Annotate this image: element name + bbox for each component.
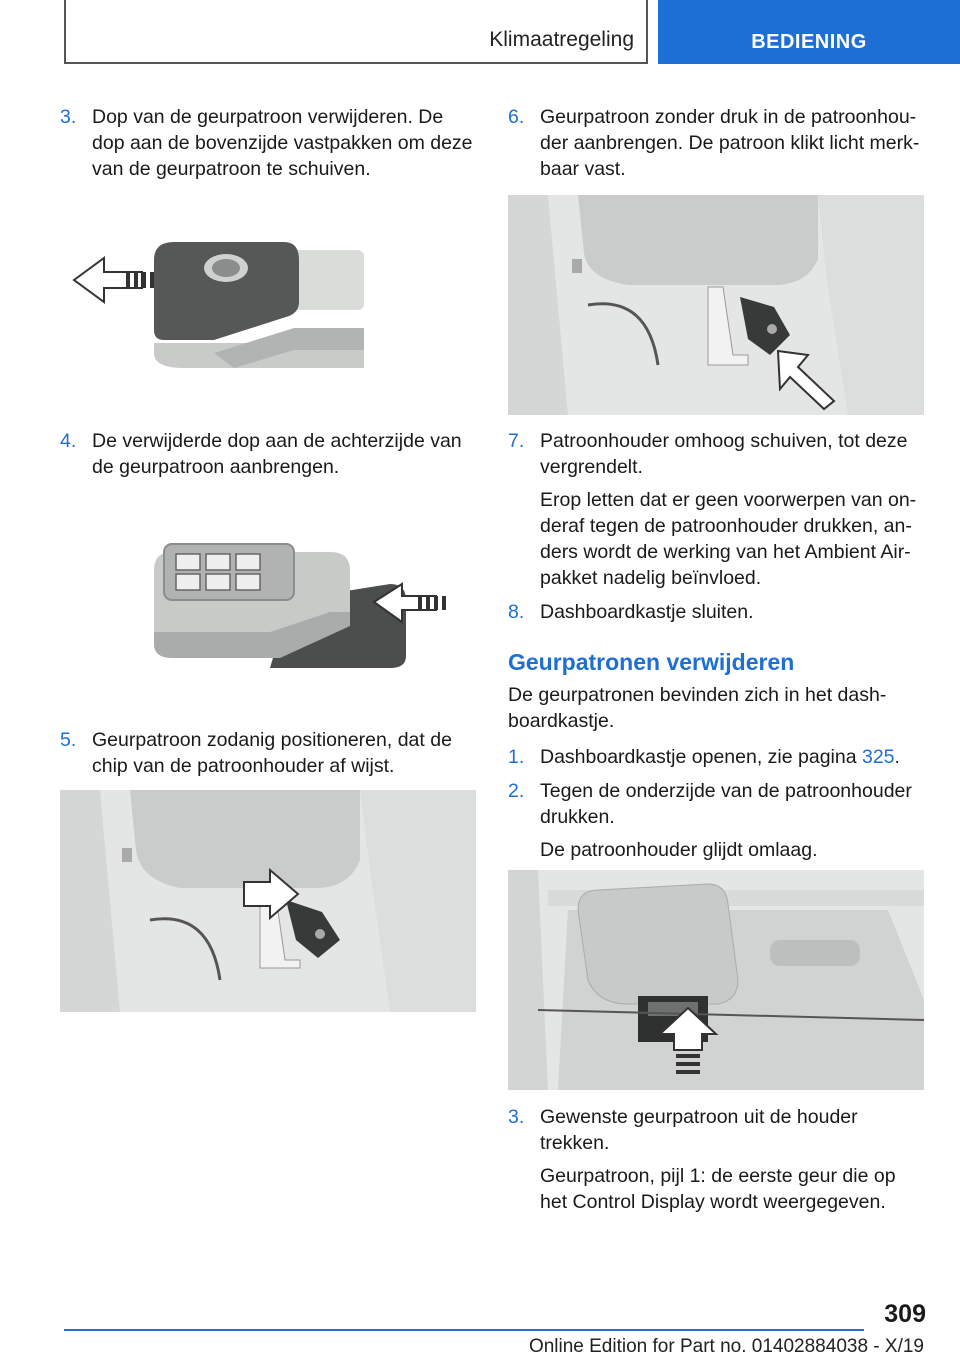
- figure-holder-down: [508, 870, 924, 1090]
- step-note: Erop letten dat er geen voorwerpen van onderaf tegen de patroonhouder drukken, anders wordt de werking van het Ambient Air-pakket nadelig beïnvloed.: [540, 489, 917, 589]
- section-intro: De geurpatronen bevinden zich in het dashboardkastje.: [508, 684, 887, 732]
- step-text: Dashboardkastje openen, zie pagina 325.: [540, 746, 900, 768]
- right-column-step-3: [508, 1104, 928, 1215]
- page-number: 309: [884, 1300, 926, 1328]
- step-text: Gewenste geurpatroon uit de houder trekken.: [540, 1106, 858, 1154]
- footer-edition: Online Edition for Part no. 01402884038 - X/19: [528, 1336, 924, 1357]
- step-text: Geurpatroon zodanig positioneren, dat de chip van de patroonhouder af wijst.: [92, 729, 452, 777]
- remove-step-2: [508, 778, 928, 863]
- right-column-steps-7-8: [508, 428, 928, 863]
- figure-glovebox-position: [60, 790, 476, 1012]
- step-number: 3.: [508, 1106, 525, 1128]
- page-link[interactable]: 325: [861, 746, 895, 768]
- header-section-title: Klimaatregeling: [489, 28, 634, 51]
- left-column: [60, 104, 478, 182]
- step-number: 6.: [508, 106, 525, 128]
- step-3-remove-cap: [60, 104, 478, 182]
- step-text: De verwijderde dop aan de achterzijde van de geurpatroon aanbrengen.: [92, 430, 462, 478]
- header-chapter-tab[interactable]: [658, 0, 960, 64]
- remove-step-1: [508, 744, 928, 770]
- step-number: 1.: [508, 746, 525, 768]
- step-text: Dop van de geurpatroon verwijderen. De dop aan de bovenzijde vastpakken om deze van de geurpatroon te schuiven.: [92, 106, 473, 180]
- arrow-left-icon: [74, 258, 154, 302]
- left-column-step-5: [60, 727, 478, 779]
- step-number: 5.: [60, 729, 77, 751]
- step-text: Tegen de onderzijde van de patroonhouder drukken.: [540, 780, 912, 828]
- step-4-attach-cap: [60, 428, 478, 480]
- step-8-close-glovebox: [508, 599, 928, 625]
- step-7-slide-holder-up: [508, 428, 928, 591]
- left-column-step-4: [60, 428, 478, 480]
- step-number: 3.: [60, 106, 77, 128]
- step-number: 8.: [508, 601, 525, 623]
- header-section-box: [64, 0, 648, 64]
- step-number: 2.: [508, 780, 525, 802]
- figure-cap-removal: [64, 228, 484, 388]
- figure-insert-cartridge: [508, 195, 924, 415]
- figure-cap-attach: [150, 540, 460, 680]
- step-6-insert-cartridge: [508, 104, 928, 182]
- remove-step-3: [508, 1104, 928, 1215]
- step-text: Geurpatroon zonder druk in de patroonhouder aanbrengen. De patroon klikt licht merkbaar vast.: [540, 106, 920, 180]
- step-5-position-cartridge: [60, 727, 478, 779]
- step-text: Patroonhouder omhoog schuiven, tot deze vergrendelt.: [540, 430, 908, 478]
- step-number: 4.: [60, 430, 77, 452]
- footer-divider: [64, 1329, 864, 1331]
- step-number: 7.: [508, 430, 525, 452]
- header-chapter-title: BEDIENING: [751, 31, 867, 53]
- step-note: De patroonhouder glijdt omlaag.: [540, 839, 818, 861]
- step-note: Geurpatroon, pijl 1: de eerste geur die op het Control Display wordt weergegeven.: [540, 1165, 896, 1213]
- right-column: [508, 104, 928, 182]
- step-text: Dashboardkastje sluiten.: [540, 601, 754, 623]
- section-heading: Geurpatronen verwijderen: [508, 649, 795, 675]
